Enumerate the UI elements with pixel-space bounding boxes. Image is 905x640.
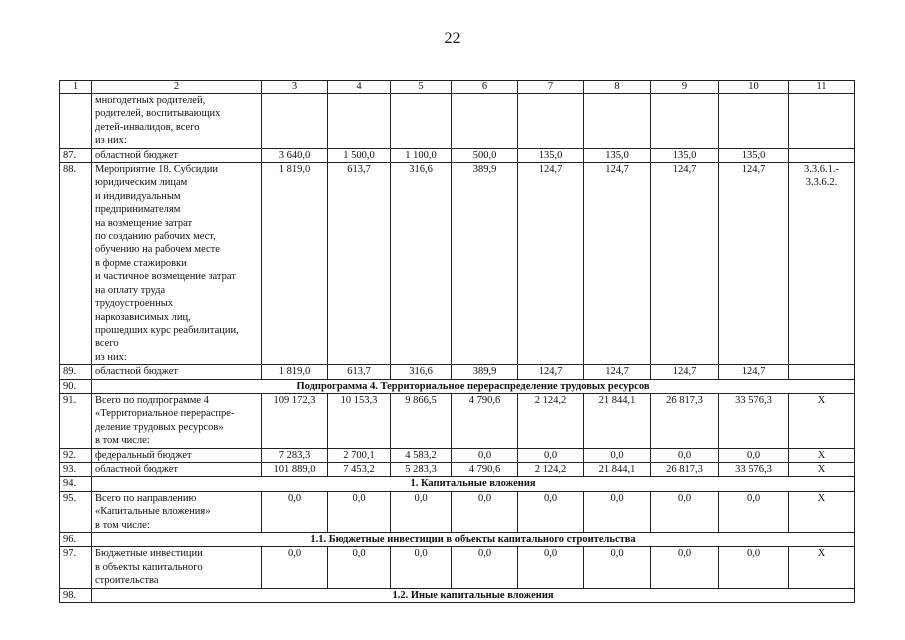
value-cell: 0,0 (391, 547, 452, 588)
code-cell (789, 491, 855, 532)
value-cell: 0,0 (391, 491, 452, 532)
row-name-line: областной бюджет (95, 149, 178, 161)
section-title: 1.1. Бюджетные инвестиции в объекты капитального строительства (92, 533, 855, 547)
value-cell: 0,0 (452, 491, 518, 532)
row-name (92, 163, 262, 365)
code-cell (789, 448, 855, 462)
code-line: Х (817, 492, 826, 504)
row-number: 95. (60, 491, 92, 532)
value-cell: 0,0 (452, 448, 518, 462)
value-cell: 0,0 (584, 448, 651, 462)
row-name-line: «Территориальное перерaспре- (95, 408, 235, 420)
table-row (60, 393, 855, 448)
value-cell: 124,7 (651, 163, 719, 365)
row-name-line: Мероприятие 18. Субсидии (95, 164, 218, 176)
value-cell (719, 94, 789, 149)
value-cell: 3 640,0 (262, 148, 328, 162)
row-number (60, 94, 92, 149)
value-cell: 4 790,6 (452, 462, 518, 476)
value-cell: 0,0 (651, 491, 719, 532)
value-cell: 0,0 (262, 491, 328, 532)
table-row (60, 462, 855, 476)
table-row (60, 148, 855, 162)
value-cell: 1 100,0 (391, 148, 452, 162)
value-cell: 0,0 (328, 491, 391, 532)
table-row (60, 365, 855, 379)
value-cell (328, 94, 391, 149)
value-cell: 33 576,3 (719, 393, 789, 448)
row-number: 92. (60, 448, 92, 462)
value-cell (452, 94, 518, 149)
column-header: 6 (452, 81, 518, 94)
row-name-line: наркозависимых лиц, (95, 311, 191, 323)
value-cell: 0,0 (651, 448, 719, 462)
code-line: Х (817, 463, 826, 475)
table-row (60, 94, 855, 149)
column-header: 9 (651, 81, 719, 94)
value-cell (262, 94, 328, 149)
row-name-line: трудоустроенных (95, 298, 174, 310)
row-name-line: родителей, воспитывающих (95, 108, 221, 120)
value-cell: 135,0 (651, 148, 719, 162)
value-cell: 5 283,3 (391, 462, 452, 476)
value-cell: 21 844,1 (584, 462, 651, 476)
value-cell: 2 700,1 (328, 448, 391, 462)
row-name (92, 547, 262, 588)
row-name-line: строительства (95, 575, 159, 587)
value-cell: 124,7 (518, 163, 584, 365)
value-cell: 1 819,0 (262, 365, 328, 379)
code-cell (789, 365, 855, 379)
value-cell: 124,7 (719, 365, 789, 379)
value-cell: 0,0 (518, 491, 584, 532)
row-name-line: деление трудовых ресурсов» (95, 421, 224, 433)
row-number: 87. (60, 148, 92, 162)
code-cell (789, 163, 855, 365)
value-cell: 0,0 (584, 491, 651, 532)
value-cell: 0,0 (719, 547, 789, 588)
row-name-line: федеральный бюджет (95, 449, 192, 461)
value-cell: 613,7 (328, 163, 391, 365)
value-cell: 0,0 (328, 547, 391, 588)
row-name-line: на возмещение затрат (95, 217, 193, 229)
row-name-line: «Капитальные вложения» (95, 506, 211, 518)
value-cell: 124,7 (518, 365, 584, 379)
row-name-line: Бюджетные инвестиции (95, 548, 203, 560)
section-title: 1. Капитальные вложения (92, 477, 855, 491)
row-number: 88. (60, 163, 92, 365)
value-cell: 4 790,6 (452, 393, 518, 448)
row-name-line: юридическим лицам (95, 177, 188, 189)
value-cell: 135,0 (719, 148, 789, 162)
column-header: 3 (262, 81, 328, 94)
value-cell: 4 583,2 (391, 448, 452, 462)
row-name (92, 365, 262, 379)
column-header: 7 (518, 81, 584, 94)
column-header: 2 (92, 81, 262, 94)
column-header: 8 (584, 81, 651, 94)
table-row (60, 448, 855, 462)
value-cell: 2 124,2 (518, 393, 584, 448)
row-name-line: в объекты капитального (95, 561, 203, 573)
value-cell: 0,0 (719, 491, 789, 532)
column-header: 10 (719, 81, 789, 94)
code-line: Х (817, 548, 826, 560)
value-cell: 0,0 (518, 448, 584, 462)
row-name-line: областной бюджет (95, 463, 178, 475)
value-cell: 1 500,0 (328, 148, 391, 162)
row-name-line: областной бюджет (95, 366, 178, 378)
value-cell: 389,9 (452, 163, 518, 365)
table-row (60, 163, 855, 365)
section-row (60, 588, 855, 602)
row-name (92, 148, 262, 162)
row-name-line: в том числе: (95, 519, 150, 531)
value-cell (584, 94, 651, 149)
value-cell: 10 153,3 (328, 393, 391, 448)
value-cell: 124,7 (651, 365, 719, 379)
row-number: 96. (60, 533, 92, 547)
value-cell: 7 453,2 (328, 462, 391, 476)
row-name-line: из них: (95, 135, 127, 147)
value-cell: 21 844,1 (584, 393, 651, 448)
value-cell: 0,0 (584, 547, 651, 588)
budget-table (59, 80, 855, 603)
row-name-line: в форме стажировки (95, 257, 187, 269)
code-cell (789, 547, 855, 588)
code-cell (789, 393, 855, 448)
value-cell: 316,6 (391, 163, 452, 365)
value-cell: 316,6 (391, 365, 452, 379)
value-cell: 613,7 (328, 365, 391, 379)
row-name-line: в том числе: (95, 435, 150, 447)
table-row (60, 547, 855, 588)
code-line: Х (817, 394, 826, 406)
value-cell: 0,0 (518, 547, 584, 588)
value-cell: 124,7 (584, 163, 651, 365)
column-header: 1 (60, 81, 92, 94)
row-name-line: детей-инвалидов, всего (95, 121, 200, 133)
value-cell (651, 94, 719, 149)
row-name-line: на оплату труда (95, 284, 166, 296)
table-row (60, 491, 855, 532)
section-title: Подпрограмма 4. Территориальное перераспределение трудовых ресурсов (92, 379, 855, 393)
row-name-line: Всего по подпрограмме 4 (95, 394, 209, 406)
row-name (92, 393, 262, 448)
row-name-line: всего (95, 338, 119, 350)
row-name-line: предпринимателям (95, 204, 181, 216)
row-name-line: Всего по направлению (95, 492, 197, 504)
row-name (92, 491, 262, 532)
code-cell (789, 94, 855, 149)
row-name-line: и частичное возмещение затрат (95, 271, 236, 283)
value-cell: 101 889,0 (262, 462, 328, 476)
table-body (60, 81, 855, 603)
value-cell: 1 819,0 (262, 163, 328, 365)
column-header: 11 (789, 81, 855, 94)
section-title: 1.2. Иные капитальные вложения (92, 588, 855, 602)
column-header: 5 (391, 81, 452, 94)
value-cell: 2 124,2 (518, 462, 584, 476)
row-name-line: прошедших курс реабилитации, (95, 324, 239, 336)
row-name (92, 462, 262, 476)
row-name-line: по созданию рабочих мест, (95, 231, 216, 243)
row-name-line: обучению на рабочем месте (95, 244, 220, 256)
value-cell: 389,9 (452, 365, 518, 379)
value-cell (391, 94, 452, 149)
code-cell (789, 148, 855, 162)
row-number: 94. (60, 477, 92, 491)
value-cell (518, 94, 584, 149)
value-cell: 33 576,3 (719, 462, 789, 476)
row-name (92, 94, 262, 149)
section-row (60, 533, 855, 547)
row-number: 93. (60, 462, 92, 476)
row-name-line: многодетных родителей, (95, 95, 206, 106)
row-name-line: из них: (95, 351, 127, 363)
row-number: 90. (60, 379, 92, 393)
value-cell: 109 172,3 (262, 393, 328, 448)
section-row (60, 379, 855, 393)
code-line: Х (817, 449, 826, 461)
value-cell: 26 817,3 (651, 393, 719, 448)
value-cell: 7 283,3 (262, 448, 328, 462)
row-number: 91. (60, 393, 92, 448)
code-line: 3.3.6.2. (805, 177, 838, 189)
value-cell: 500,0 (452, 148, 518, 162)
row-number: 89. (60, 365, 92, 379)
value-cell: 124,7 (719, 163, 789, 365)
header-row (60, 81, 855, 94)
code-line: 3.3.6.1.- (804, 164, 839, 176)
value-cell: 0,0 (719, 448, 789, 462)
value-cell: 9 866,5 (391, 393, 452, 448)
row-name-line: и индивидуальным (95, 190, 181, 202)
row-number: 97. (60, 547, 92, 588)
column-header: 4 (328, 81, 391, 94)
code-cell (789, 462, 855, 476)
section-row (60, 477, 855, 491)
page-number: 22 (444, 30, 461, 47)
value-cell: 26 817,3 (651, 462, 719, 476)
row-name (92, 448, 262, 462)
value-cell: 135,0 (518, 148, 584, 162)
row-number: 98. (60, 588, 92, 602)
value-cell: 0,0 (262, 547, 328, 588)
value-cell: 124,7 (584, 365, 651, 379)
value-cell: 0,0 (651, 547, 719, 588)
value-cell: 0,0 (452, 547, 518, 588)
value-cell: 135,0 (584, 148, 651, 162)
